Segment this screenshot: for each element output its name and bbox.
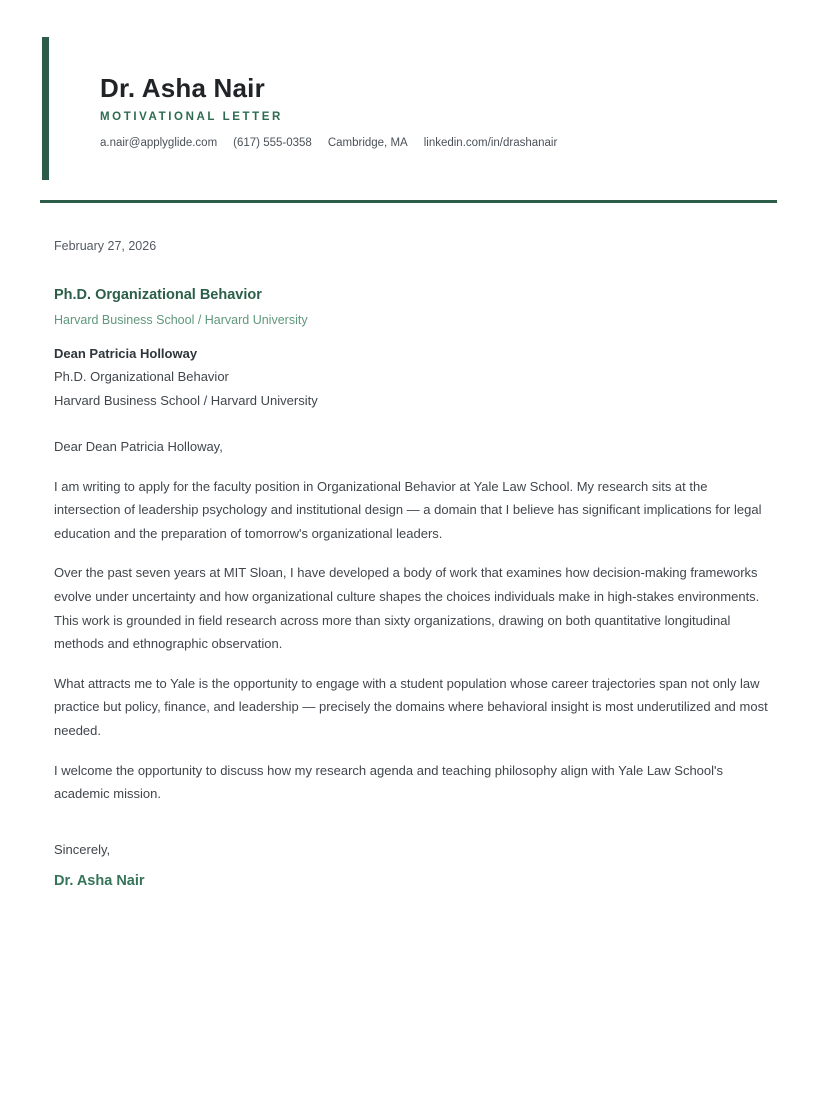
closing: Sincerely, (54, 841, 111, 857)
body-paragraph: Over the past seven years at MIT Sloan, I have developed a body of work that examines how decision-making frameworks evolve under uncertainty and how organizational culture shapes the choices individuals make in high-stakes environments. This work is grounded in field research across more than sixty organizations, drawing on both quantitative longitudinal methods and ethnographic observation. (54, 565, 760, 652)
header-divider (40, 200, 777, 203)
letter-body (54, 237, 775, 890)
recipient-institution: Harvard Business School / Harvard University (54, 392, 318, 408)
letter-date: February 27, 2026 (54, 239, 157, 253)
page-title: Dr. Asha Nair (100, 73, 265, 103)
contact-row (100, 136, 757, 150)
body-paragraph: I welcome the opportunity to discuss how my research agenda and teaching philosophy align with Yale Law School's academic mission. (54, 762, 724, 802)
letter-header (42, 37, 777, 180)
doc-type-label: MOTIVATIONAL LETTER (100, 111, 283, 123)
salutation: Dear Dean Patricia Holloway, (54, 439, 223, 455)
contact-email: a.nair@applyglide.com (100, 137, 218, 149)
body-paragraph: I am writing to apply for the faculty position in Organizational Behavior at Yale Law School. My research sits at the intersection of leadership psychology and institutional design — a domain that I believe has significant implications for legal education and the preparation of tomorrow's organizational leaders. (54, 478, 762, 541)
signature-name: Dr. Asha Nair (54, 873, 145, 890)
recipient-name: Dean Patricia Holloway (54, 346, 198, 361)
contact-location: Cambridge, MA (327, 137, 408, 149)
position-title: Ph.D. Organizational Behavior (54, 287, 262, 303)
position-institution: Harvard Business School / Harvard University (54, 313, 308, 327)
body-paragraph: What attracts me to Yale is the opportunity to engage with a student population whose career trajectories span not only law practice but policy, finance, and leadership — precisely the domains where behavioral insight is most underutilized and most needed. (54, 675, 768, 738)
contact-phone: (617) 555-0358 (233, 137, 312, 149)
recipient-program: Ph.D. Organizational Behavior (54, 369, 229, 385)
contact-linkedin: linkedin.com/in/drashanair (423, 137, 558, 149)
recipient-block (54, 342, 775, 412)
